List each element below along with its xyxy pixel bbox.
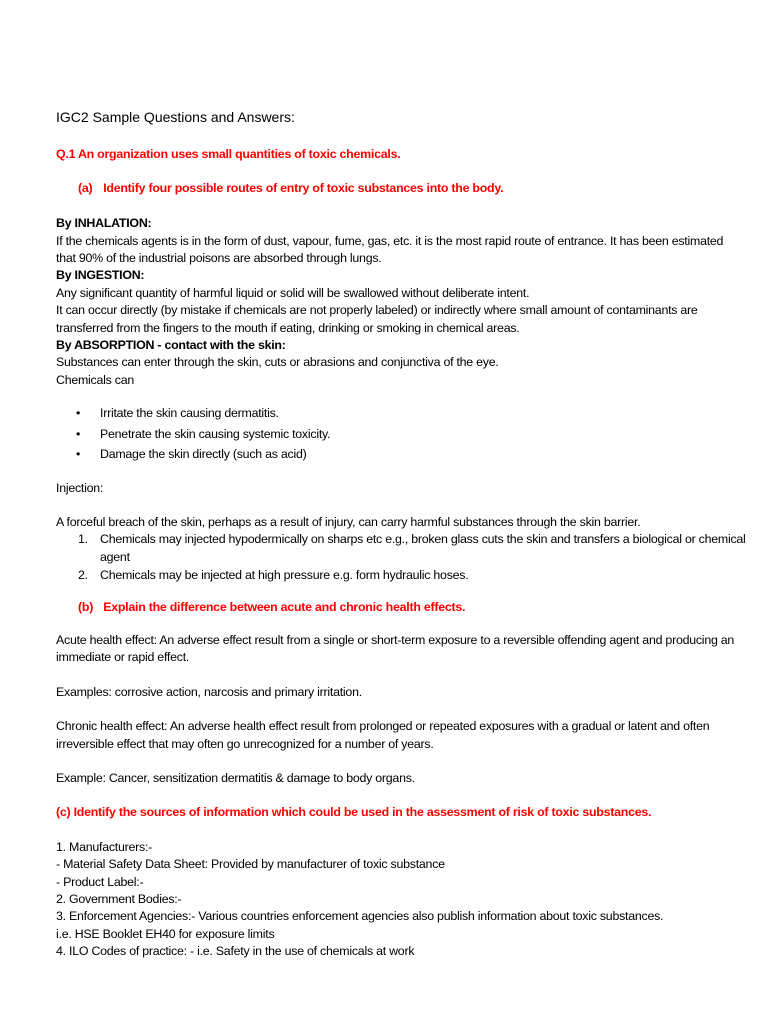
bullet-text: Damage the skin directly (such as acid) <box>100 447 307 462</box>
question-b-label: (b) <box>78 599 94 614</box>
list-number: 1. <box>78 532 88 547</box>
bullet-icon: • <box>76 447 81 462</box>
bullet-text: Penetrate the skin causing systemic toxicity. <box>100 426 331 441</box>
acute-definition: Acute health effect: An adverse effect result from a single or short-term exposure to a reversible offending agent and producing an immediate or rapid effect. <box>56 632 735 665</box>
injection-heading: Injection: <box>56 480 104 495</box>
question-a-text: Identify four possible routes of entry of toxic substances into the body. <box>103 180 504 195</box>
question-b-text: Explain the difference between acute and chronic health effects. <box>103 599 466 614</box>
injection-text: A forceful breach of the skin, perhaps as a result of injury, can carry harmful substances through the skin barrier. <box>56 514 641 529</box>
inhalation-heading: By INHALATION: <box>56 216 152 231</box>
bullet-text: Irritate the skin causing dermatitis. <box>100 406 279 421</box>
chronic-example: Example: Cancer, sensitization dermatitis & damage to body organs. <box>56 770 415 785</box>
list-item <box>56 567 746 584</box>
list-item <box>56 446 746 463</box>
absorption-heading-rest: - contact with the skin: <box>154 338 286 353</box>
source-line: - Material Safety Data Sheet: Provided by manufacturer of toxic substance <box>56 857 445 872</box>
question-a <box>78 180 746 197</box>
list-number: 2. <box>78 568 88 583</box>
absorption-text-1: Substances can enter through the skin, cuts or abrasions and conjunctiva of the eye. <box>56 355 499 370</box>
list-item <box>56 531 746 566</box>
question-c: (c) Identify the sources of information which could be used in the assessment of risk of toxic substances. <box>56 805 652 820</box>
source-line: 2. Government Bodies:- <box>56 892 182 906</box>
sources-list <box>56 839 746 961</box>
question-a-label: (a) <box>78 180 93 195</box>
source-line: - Product Label:- <box>56 874 144 889</box>
source-line: i.e. HSE Booklet EH40 for exposure limits <box>56 926 275 941</box>
list-text: Chemicals may injected hypodermically on sharps etc e.g., broken glass cuts the skin and transfers a biological or chemical agent <box>100 532 746 564</box>
absorption-heading-line <box>56 337 746 354</box>
absorption-heading: By ABSORPTION <box>56 338 155 353</box>
question-b <box>78 599 746 616</box>
list-item <box>56 426 746 443</box>
absorption-bullet-list <box>56 405 746 463</box>
injection-numbered-list <box>56 531 746 584</box>
chronic-definition: Chronic health effect: An adverse health effect result from prolonged or repeated exposures with a gradual or latent and often irreversible effect that may often go unrecognized for a number of years. <box>56 719 710 751</box>
list-item <box>56 405 746 422</box>
source-line: 3. Enforcement Agencies:- Various countries enforcement agencies also publish information about toxic substances. <box>56 909 664 924</box>
document-title: IGC2 Sample Questions and Answers: <box>56 109 295 125</box>
ingestion-text-2: It can occur directly (by mistake if chemicals are not properly labeled) or indirectly where small amount of contaminants are transferred from the fingers to the mouth if eating, drinking or smoking in chemical areas. <box>56 303 698 335</box>
source-line: 4. ILO Codes of practice: - i.e. Safety in the use of chemicals at work <box>56 944 415 959</box>
list-text: Chemicals may be injected at high pressure e.g. form hydraulic hoses. <box>100 568 469 583</box>
absorption-text-2: Chemicals can <box>56 372 135 387</box>
acute-examples: Examples: corrosive action, narcosis and primary irritation. <box>56 684 362 699</box>
inhalation-text: If the chemicals agents is in the form of dust, vapour, fume, gas, etc. it is the most rapid route of entrance. It has been estimated that 90% of the industrial poisons are absorbed through lungs. <box>56 233 724 266</box>
bullet-icon: • <box>76 426 81 441</box>
document-page <box>56 109 746 961</box>
ingestion-text-1: Any significant quantity of harmful liquid or solid will be swallowed without deliberate intent. <box>56 285 530 300</box>
bullet-icon: • <box>76 406 81 421</box>
ingestion-heading: By INGESTION: <box>56 268 145 283</box>
question-1: Q.1 An organization uses small quantities of toxic chemicals. <box>56 147 401 162</box>
source-line: 1. Manufacturers:- <box>56 839 153 854</box>
